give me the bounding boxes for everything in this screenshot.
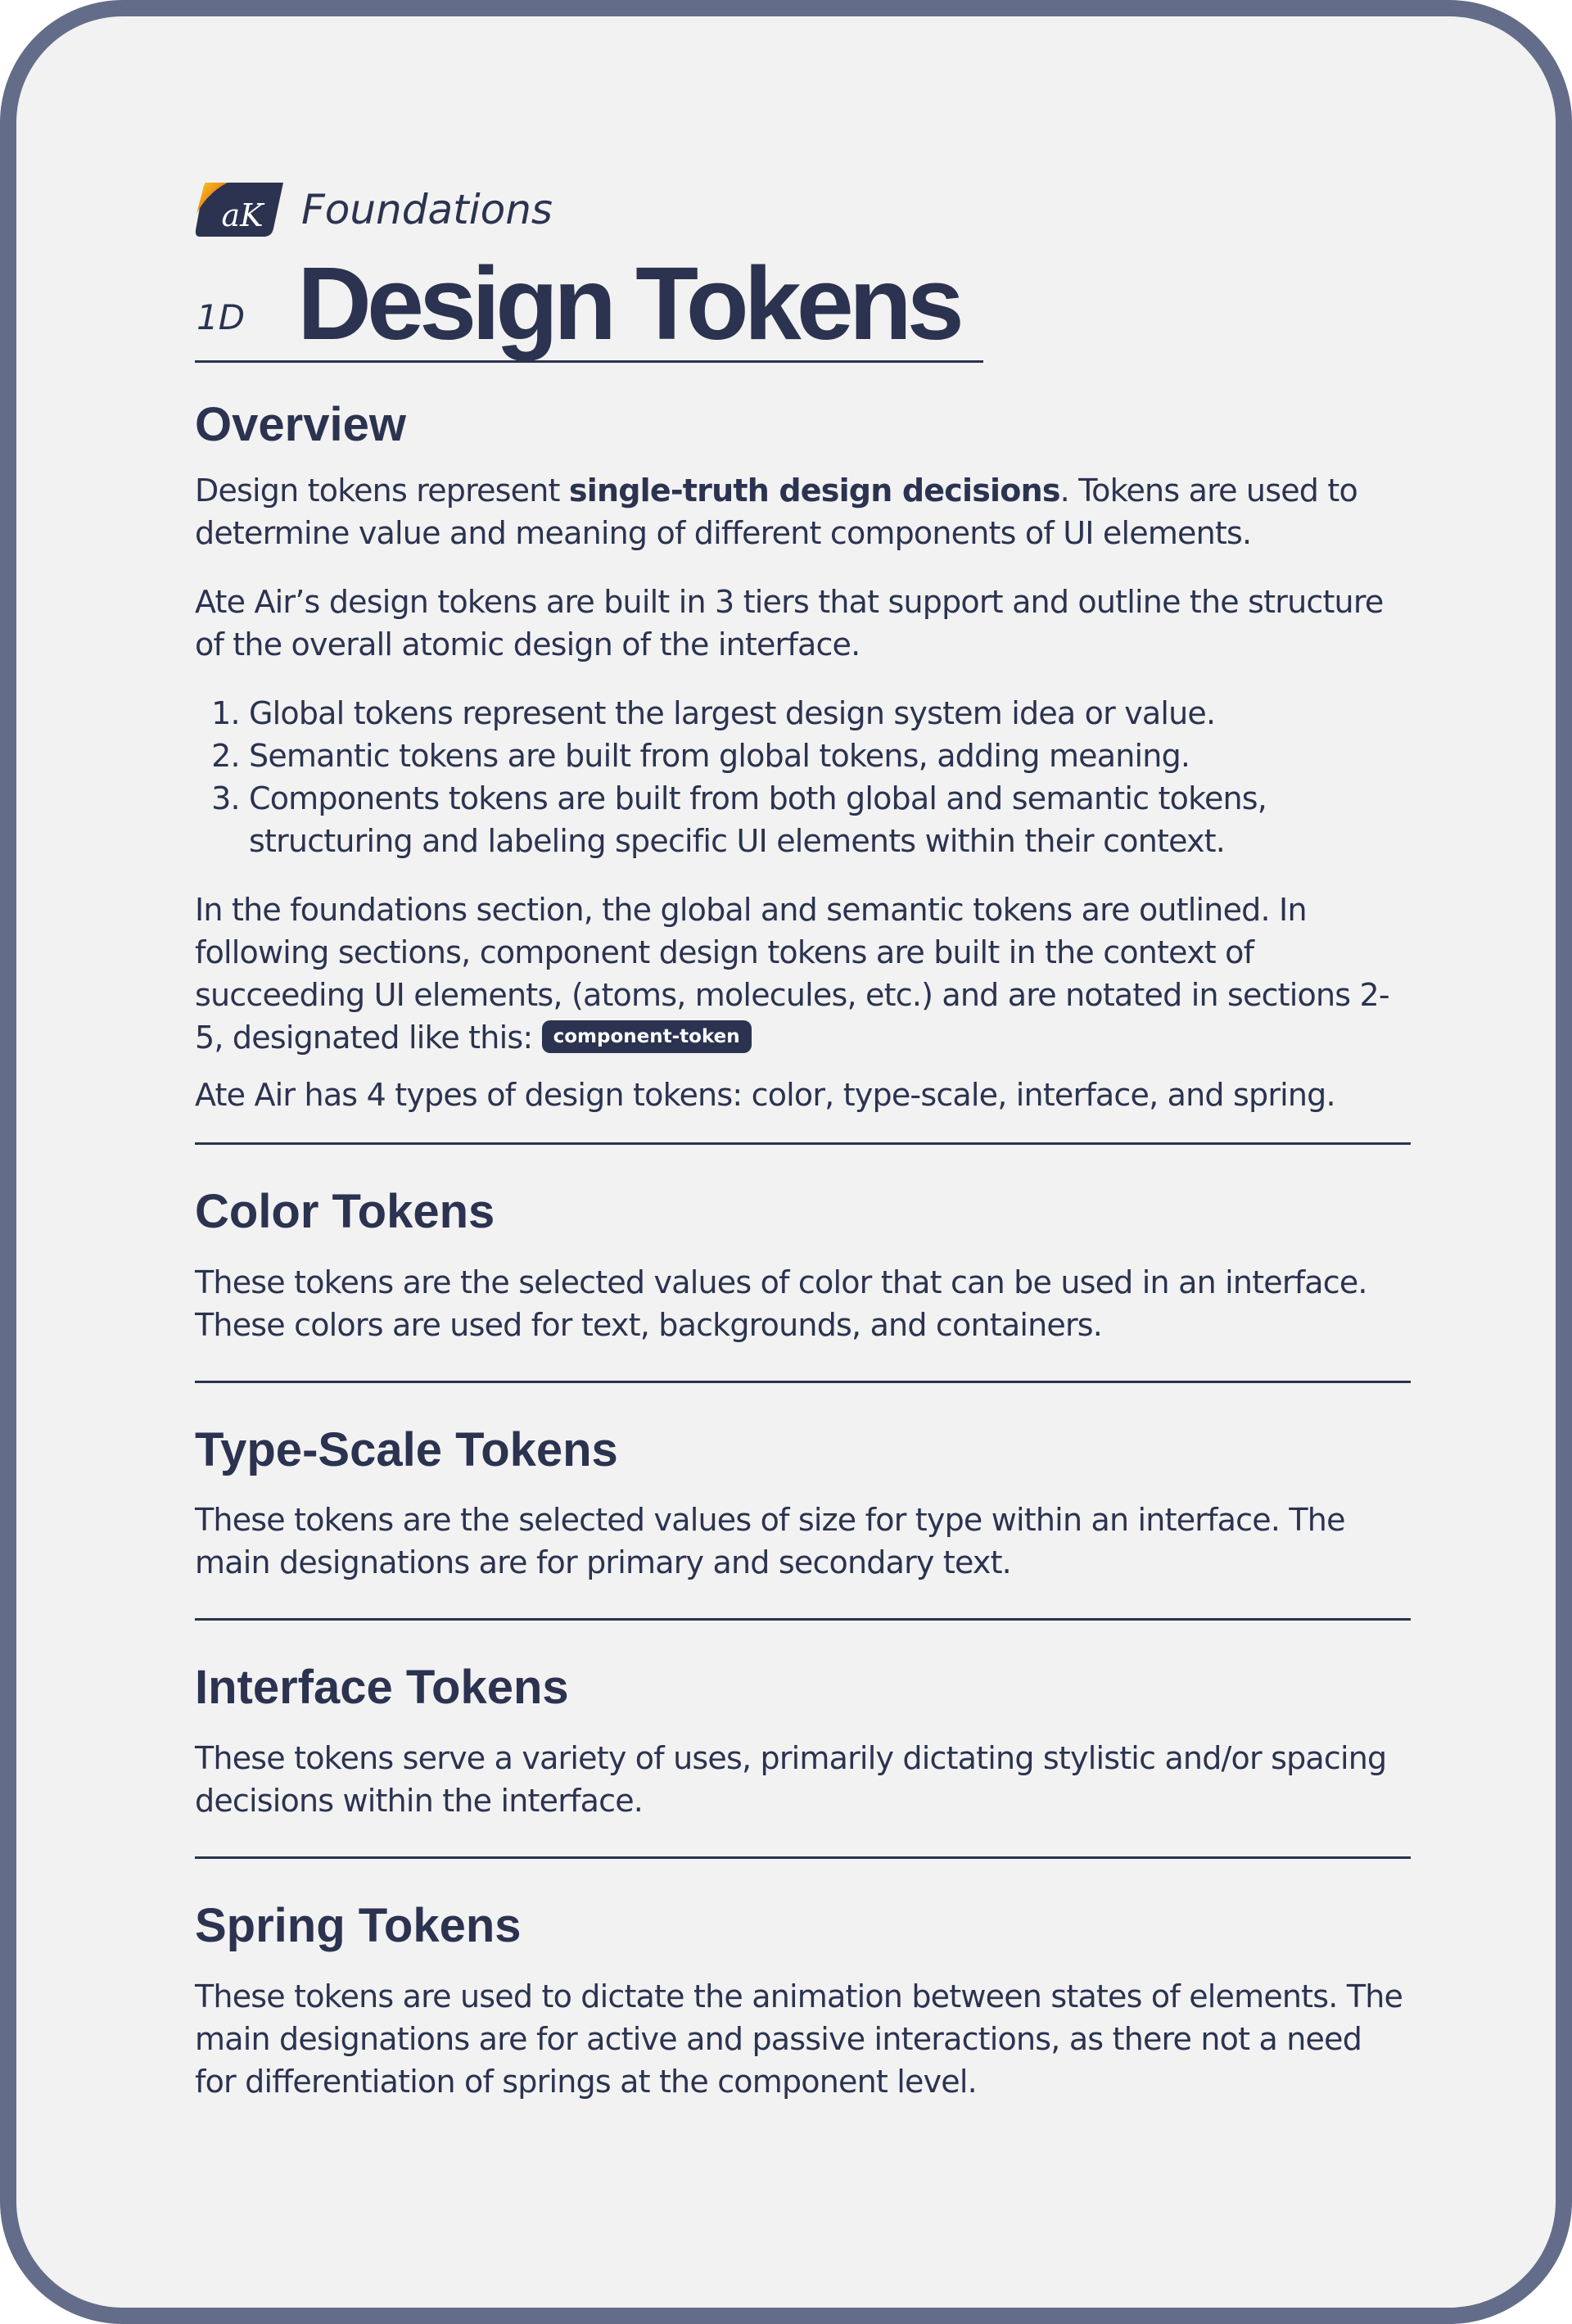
p1-text-before: Design tokens represent <box>195 472 569 509</box>
list-item: 2. Semantic tokens are built from global tokens, adding meaning. <box>249 735 1411 777</box>
overview-paragraph-2: Ate Air’s design tokens are built in 3 tiers that support and outline the structure of the overall atomic design of the interface. <box>195 583 1384 662</box>
section-body: These tokens are the selected values of color that can be used in an interface. These colors are used for text, backgrounds, and containers. <box>195 1264 1367 1343</box>
overview-title: Overview <box>195 398 406 451</box>
brand-section-label: Foundations <box>301 186 553 233</box>
p3-text: In the foundations section, the global and semantic tokens are outlined. In following sections, component design tokens are built in the context of succeeding UI elements, (atoms, molecules, etc.) and are notated in sections 2-5, designated like this: <box>195 891 1389 1056</box>
overview-paragraph-3 <box>195 888 1411 1059</box>
section-body: These tokens are the selected values of size for type within an interface. The main designations are for primary and secondary text. <box>195 1502 1345 1581</box>
divider <box>195 1856 1411 1859</box>
page-title: Design Tokens <box>297 246 960 361</box>
list-item: 1. Global tokens represent the largest design system idea or value. <box>249 692 1411 735</box>
p1-bold-text: single-truth design decisions <box>568 472 1060 509</box>
logo-text: aK <box>221 197 264 233</box>
spring-tokens-section <box>195 1900 1411 2103</box>
section-title: Spring Tokens <box>195 1899 522 1953</box>
divider <box>195 1381 1411 1383</box>
type-scale-tokens-section <box>195 1424 1411 1621</box>
section-title: Color Tokens <box>195 1184 495 1238</box>
ak-logo-icon <box>195 181 285 238</box>
interface-tokens-section <box>195 1662 1411 1859</box>
section-title: Type-Scale Tokens <box>195 1422 618 1476</box>
divider <box>195 1618 1411 1621</box>
list-item: 3. Components tokens are built from both global and semantic tokens, structuring and labeling specific UI elements within their context. <box>249 777 1411 862</box>
section-title: Interface Tokens <box>195 1661 569 1715</box>
divider <box>195 1142 1411 1145</box>
section-body: These tokens are used to dictate the animation between states of elements. The main designations are for active and passive interactions, as there not a need for differentiation of springs at the component level. <box>195 1978 1403 2100</box>
component-token-chip: component-token <box>542 1020 752 1053</box>
section-number: 1D <box>196 297 246 337</box>
overview-paragraph-4: Ate Air has 4 types of design tokens: color, type-scale, interface, and spring. <box>195 1076 1335 1113</box>
title-row <box>195 247 983 363</box>
token-tier-list <box>195 692 1411 862</box>
section-body: These tokens serve a variety of uses, primarily dictating stylistic and/or spacing decisions within the interface. <box>195 1740 1387 1820</box>
overview-paragraph-1 <box>195 469 1411 554</box>
color-tokens-section <box>195 1186 1411 1383</box>
p1-text-after: . Tokens are used to determine value and meaning of different components of UI elements. <box>195 472 1357 551</box>
content-column <box>195 180 1411 2103</box>
brand-row <box>195 180 1411 239</box>
